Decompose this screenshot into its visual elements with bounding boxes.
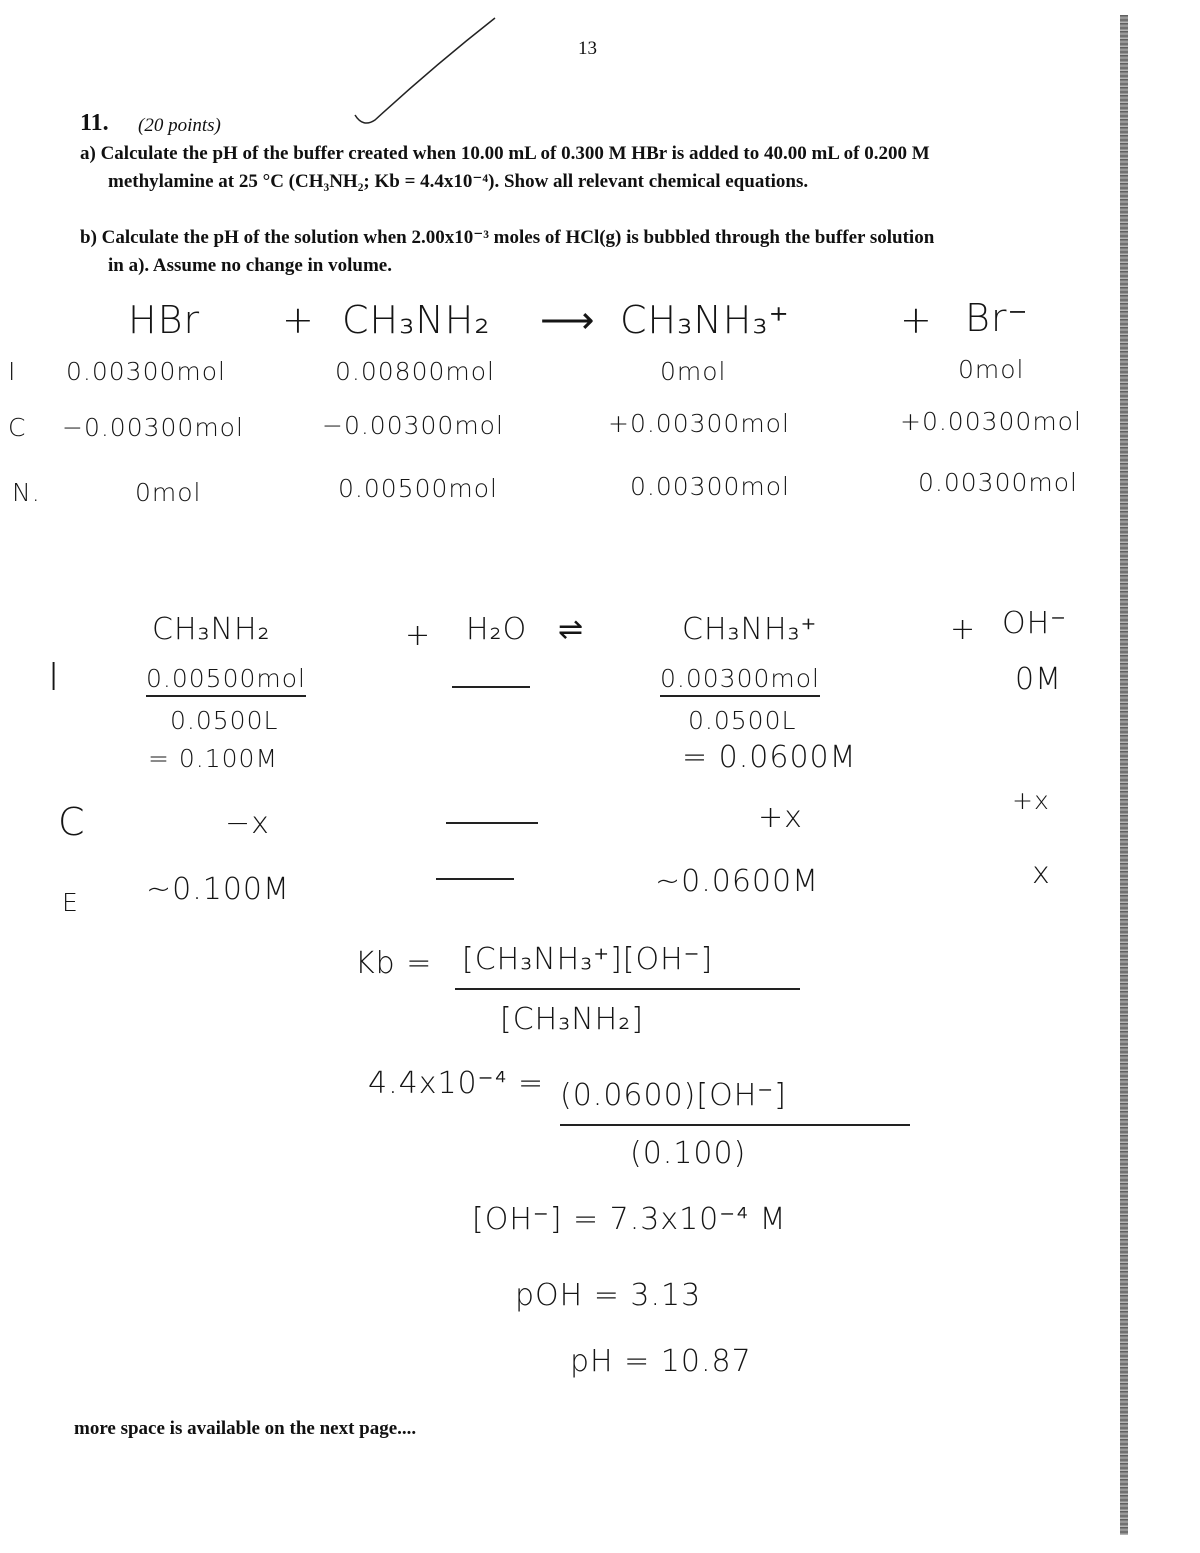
stoich-cell: 0mol <box>135 478 202 507</box>
eq-plus-1: + <box>405 618 432 653</box>
eq-change-acid: +x <box>758 800 803 835</box>
kb-expression-denominator: [CH₃NH₂] <box>500 1002 644 1037</box>
question-number: 11. <box>80 110 109 136</box>
continue-note: more space is available on the next page.... <box>74 1418 417 1439</box>
eq-initial-oh: 0M <box>1015 662 1062 697</box>
scan-edge-strip <box>1120 15 1128 1535</box>
stoich-arrow: ⟶ <box>540 298 596 342</box>
kb-substitution-lhs: 4.4x10⁻⁴ = <box>368 1066 545 1101</box>
eq-equilibrium-base: ~0.100M <box>146 872 290 907</box>
eq-equilibrium-acid: ~0.0600M <box>655 864 819 899</box>
eq-initial-acid-volume: 0.0500L <box>688 706 797 735</box>
kb-expression-numerator: [CH₃NH₃⁺][OH⁻] <box>462 942 714 977</box>
stoich-plus-2: + <box>900 298 933 342</box>
poh-result: pOH = 3.13 <box>515 1278 702 1313</box>
stoich-product-br: Br⁻ <box>965 296 1029 340</box>
question-points: (20 points) <box>138 115 221 136</box>
eq-plus-2: + <box>950 612 977 647</box>
eq-row-label-c: C <box>58 800 86 844</box>
eq-row-label-e: E <box>62 888 79 917</box>
eq-water-dash <box>436 878 514 880</box>
eq-initial-base-moles: 0.00500mol <box>146 664 306 697</box>
stoich-cell: −0.00300mol <box>322 411 504 440</box>
eq-reactant-water: H₂O <box>466 612 528 647</box>
stoich-cell: +0.00300mol <box>608 409 790 438</box>
stoich-cell: −0.00300mol <box>62 413 244 442</box>
eq-initial-base-volume: 0.0500L <box>170 706 279 735</box>
check-mark-icon <box>345 10 505 135</box>
question-part-a <box>80 140 1110 196</box>
eq-water-dash <box>452 686 530 688</box>
kb-expression-lhs: Kb = <box>355 946 433 981</box>
eq-initial-acid-moles: 0.00300mol <box>660 664 820 697</box>
kb-fraction-bar <box>455 988 800 990</box>
stoich-row-label: C <box>8 413 27 442</box>
stoich-cell: 0.00800mol <box>335 357 495 386</box>
kb-substitution-numerator: (0.0600)[OH⁻] <box>560 1078 787 1113</box>
part-a-line1: a) Calculate the pH of the buffer created when 10.00 mL of 0.300 M HBr is added to 40.00 mL of 0.200 M <box>80 143 930 164</box>
eq-equilibrium-arrow: ⇌ <box>558 612 585 647</box>
kb-substitution-denominator: (0.100) <box>630 1136 747 1171</box>
stoich-row-label: I <box>8 357 17 386</box>
eq-product-acid: CH₃NH₃⁺ <box>682 612 818 647</box>
page-number: 13 <box>578 38 597 59</box>
stoich-row-label: N. <box>12 478 41 507</box>
eq-initial-acid-conc: = 0.0600M <box>682 740 857 775</box>
eq-equilibrium-oh: x <box>1032 856 1051 891</box>
eq-change-base: −x <box>225 806 270 841</box>
eq-change-oh: +x <box>1012 786 1050 815</box>
eq-water-dash <box>446 822 538 824</box>
stoich-plus-1: + <box>282 298 315 342</box>
eq-row-label-i: I <box>48 655 61 699</box>
stoich-cell: 0mol <box>958 355 1025 384</box>
stoich-reactant-base: CH₃NH₂ <box>342 298 491 342</box>
stoich-cell: 0.00300mol <box>66 357 226 386</box>
eq-product-oh: OH⁻ <box>1002 606 1068 641</box>
stoich-product-acid: CH₃NH₃⁺ <box>620 298 790 342</box>
part-b-line2: in a). Assume no change in volume. <box>108 255 392 276</box>
kb-substitution-bar <box>560 1124 910 1126</box>
stoich-cell: 0mol <box>660 357 727 386</box>
ph-result: pH = 10.87 <box>570 1344 752 1379</box>
stoich-cell: 0.00300mol <box>630 472 790 501</box>
stoich-reactant-hbr: HBr <box>128 298 201 342</box>
stoich-cell: 0.00300mol <box>918 468 1078 497</box>
eq-reactant-base: CH₃NH₂ <box>152 612 271 647</box>
eq-initial-base-conc: = 0.100M <box>148 744 279 773</box>
stoich-cell: +0.00300mol <box>900 407 1082 436</box>
oh-concentration-result: [OH⁻] = 7.3x10⁻⁴ M <box>472 1202 787 1237</box>
question-part-b <box>80 224 1110 280</box>
part-a-line2: methylamine at 25 °C (CH₃NH₂; Kb = 4.4x10⁻⁴). Show all relevant chemical equations. <box>108 171 809 192</box>
part-b-line1: b) Calculate the pH of the solution when 2.00x10⁻³ moles of HCl(g) is bubbled through the buffer solution <box>80 227 935 248</box>
stoich-cell: 0.00500mol <box>338 474 498 503</box>
